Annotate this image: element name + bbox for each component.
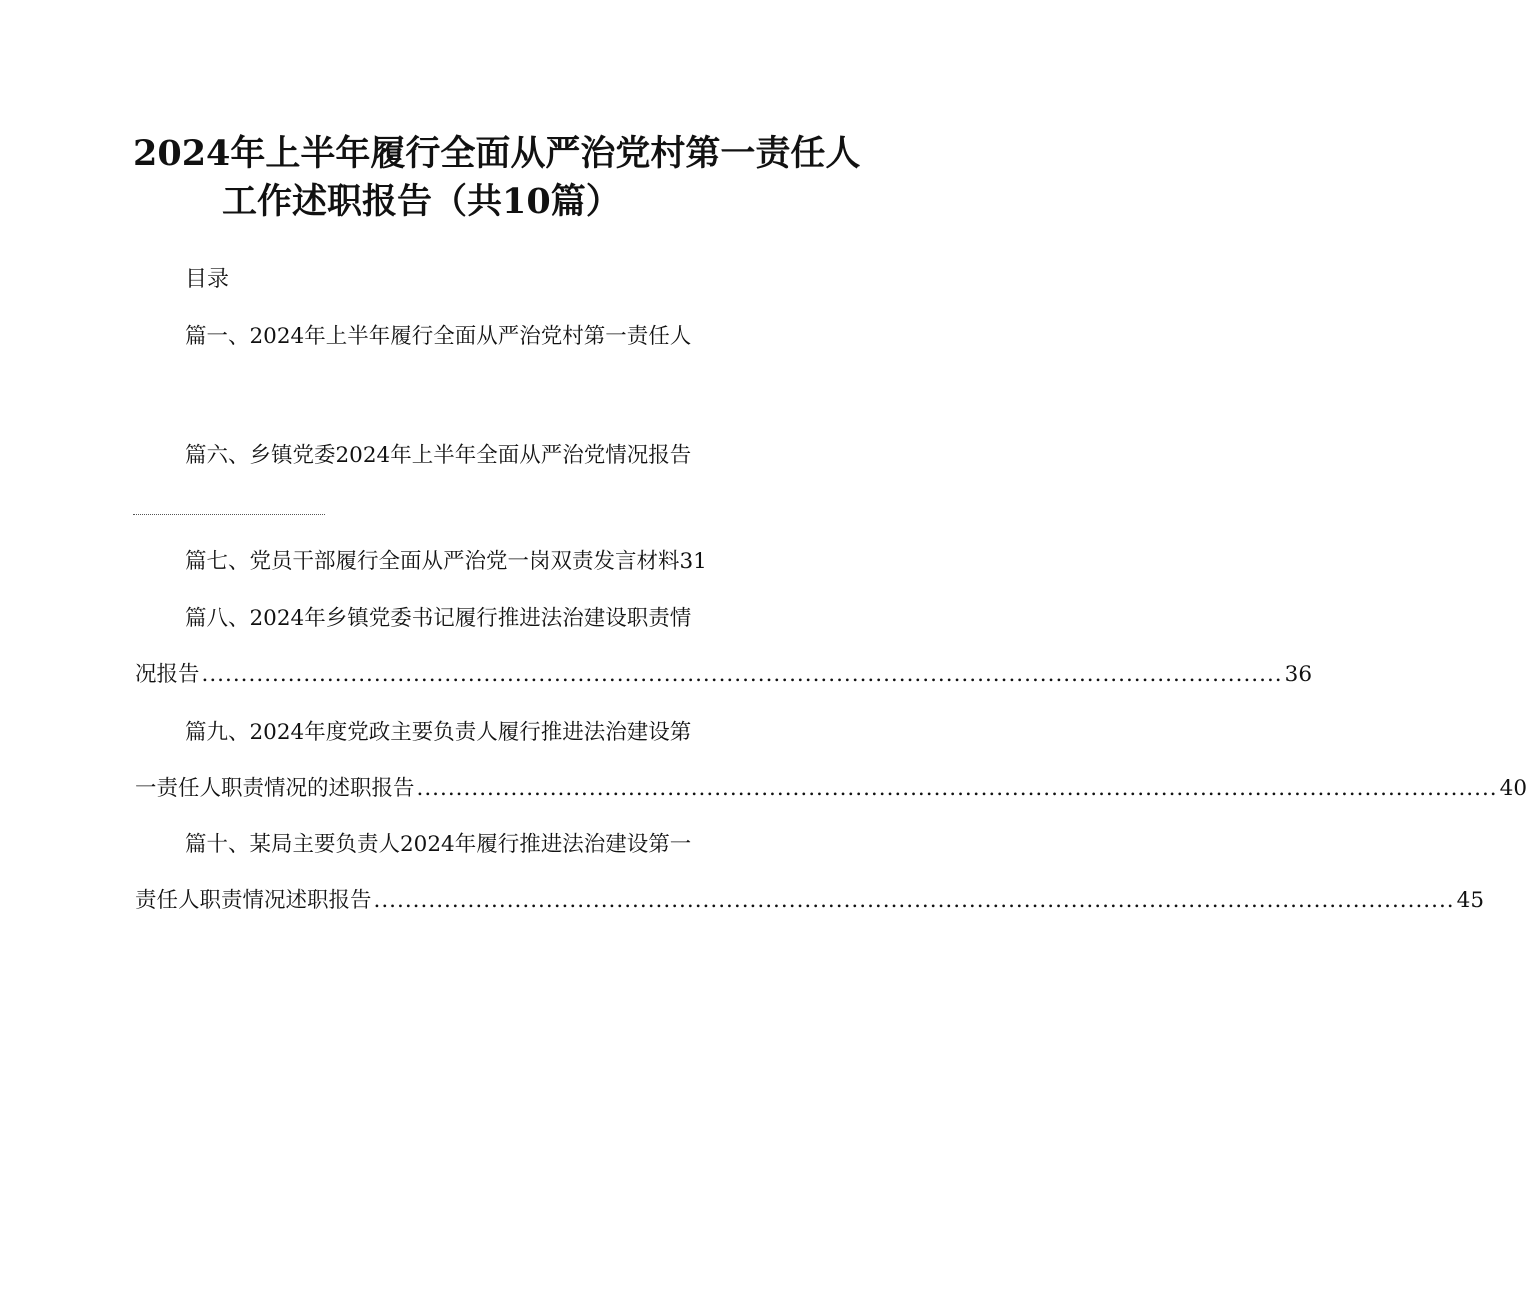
document-title-line-1: 2024年上半年履行全面从严治党村第一责任人: [133, 133, 861, 174]
toc-item-8-line-2[interactable]: [135, 660, 1312, 690]
toc-item-9-line-1[interactable]: 篇九、2024年度党政主要负责人履行推进法治建设第: [185, 720, 692, 745]
toc-item-10-line-2[interactable]: [135, 886, 1484, 916]
toc-heading: 目录: [185, 267, 230, 292]
toc-item-10-title-end: 责任人职责情况述职报告: [135, 888, 372, 913]
toc-item-10-line-1[interactable]: 篇十、某局主要负责人2024年履行推进法治建设第一: [185, 832, 692, 857]
toc-item-9-line-2[interactable]: [135, 774, 1527, 804]
toc-item-8-line-1[interactable]: 篇八、2024年乡镇党委书记履行推进法治建设职责情: [185, 606, 692, 631]
toc-item-10-page-number: 45: [1456, 888, 1484, 913]
toc-item-9-title-end: 一责任人职责情况的述职报告: [135, 776, 415, 801]
toc-item-1[interactable]: 篇一、2024年上半年履行全面从严治党村第一责任人: [185, 324, 692, 349]
toc-leader-dots: ..........................................................................................................................................: [416, 776, 1498, 801]
toc-item-7[interactable]: 篇七、党员干部履行全面从严治党一岗双责发言材料31: [185, 549, 707, 574]
toc-item-9-page-number: 40: [1499, 776, 1527, 801]
dotted-rule: [133, 514, 325, 515]
toc-item-6[interactable]: 篇六、乡镇党委2024年上半年全面从严治党情况报告: [185, 443, 692, 468]
document-title-line-2: 工作述职报告（共10篇）: [222, 181, 621, 222]
toc-leader-dots: ..........................................................................................................................................: [201, 662, 1283, 687]
toc-item-8-title-end: 况报告: [135, 662, 200, 687]
toc-leader-dots: ..........................................................................................................................................: [373, 888, 1455, 913]
toc-item-8-page-number: 36: [1284, 662, 1312, 687]
